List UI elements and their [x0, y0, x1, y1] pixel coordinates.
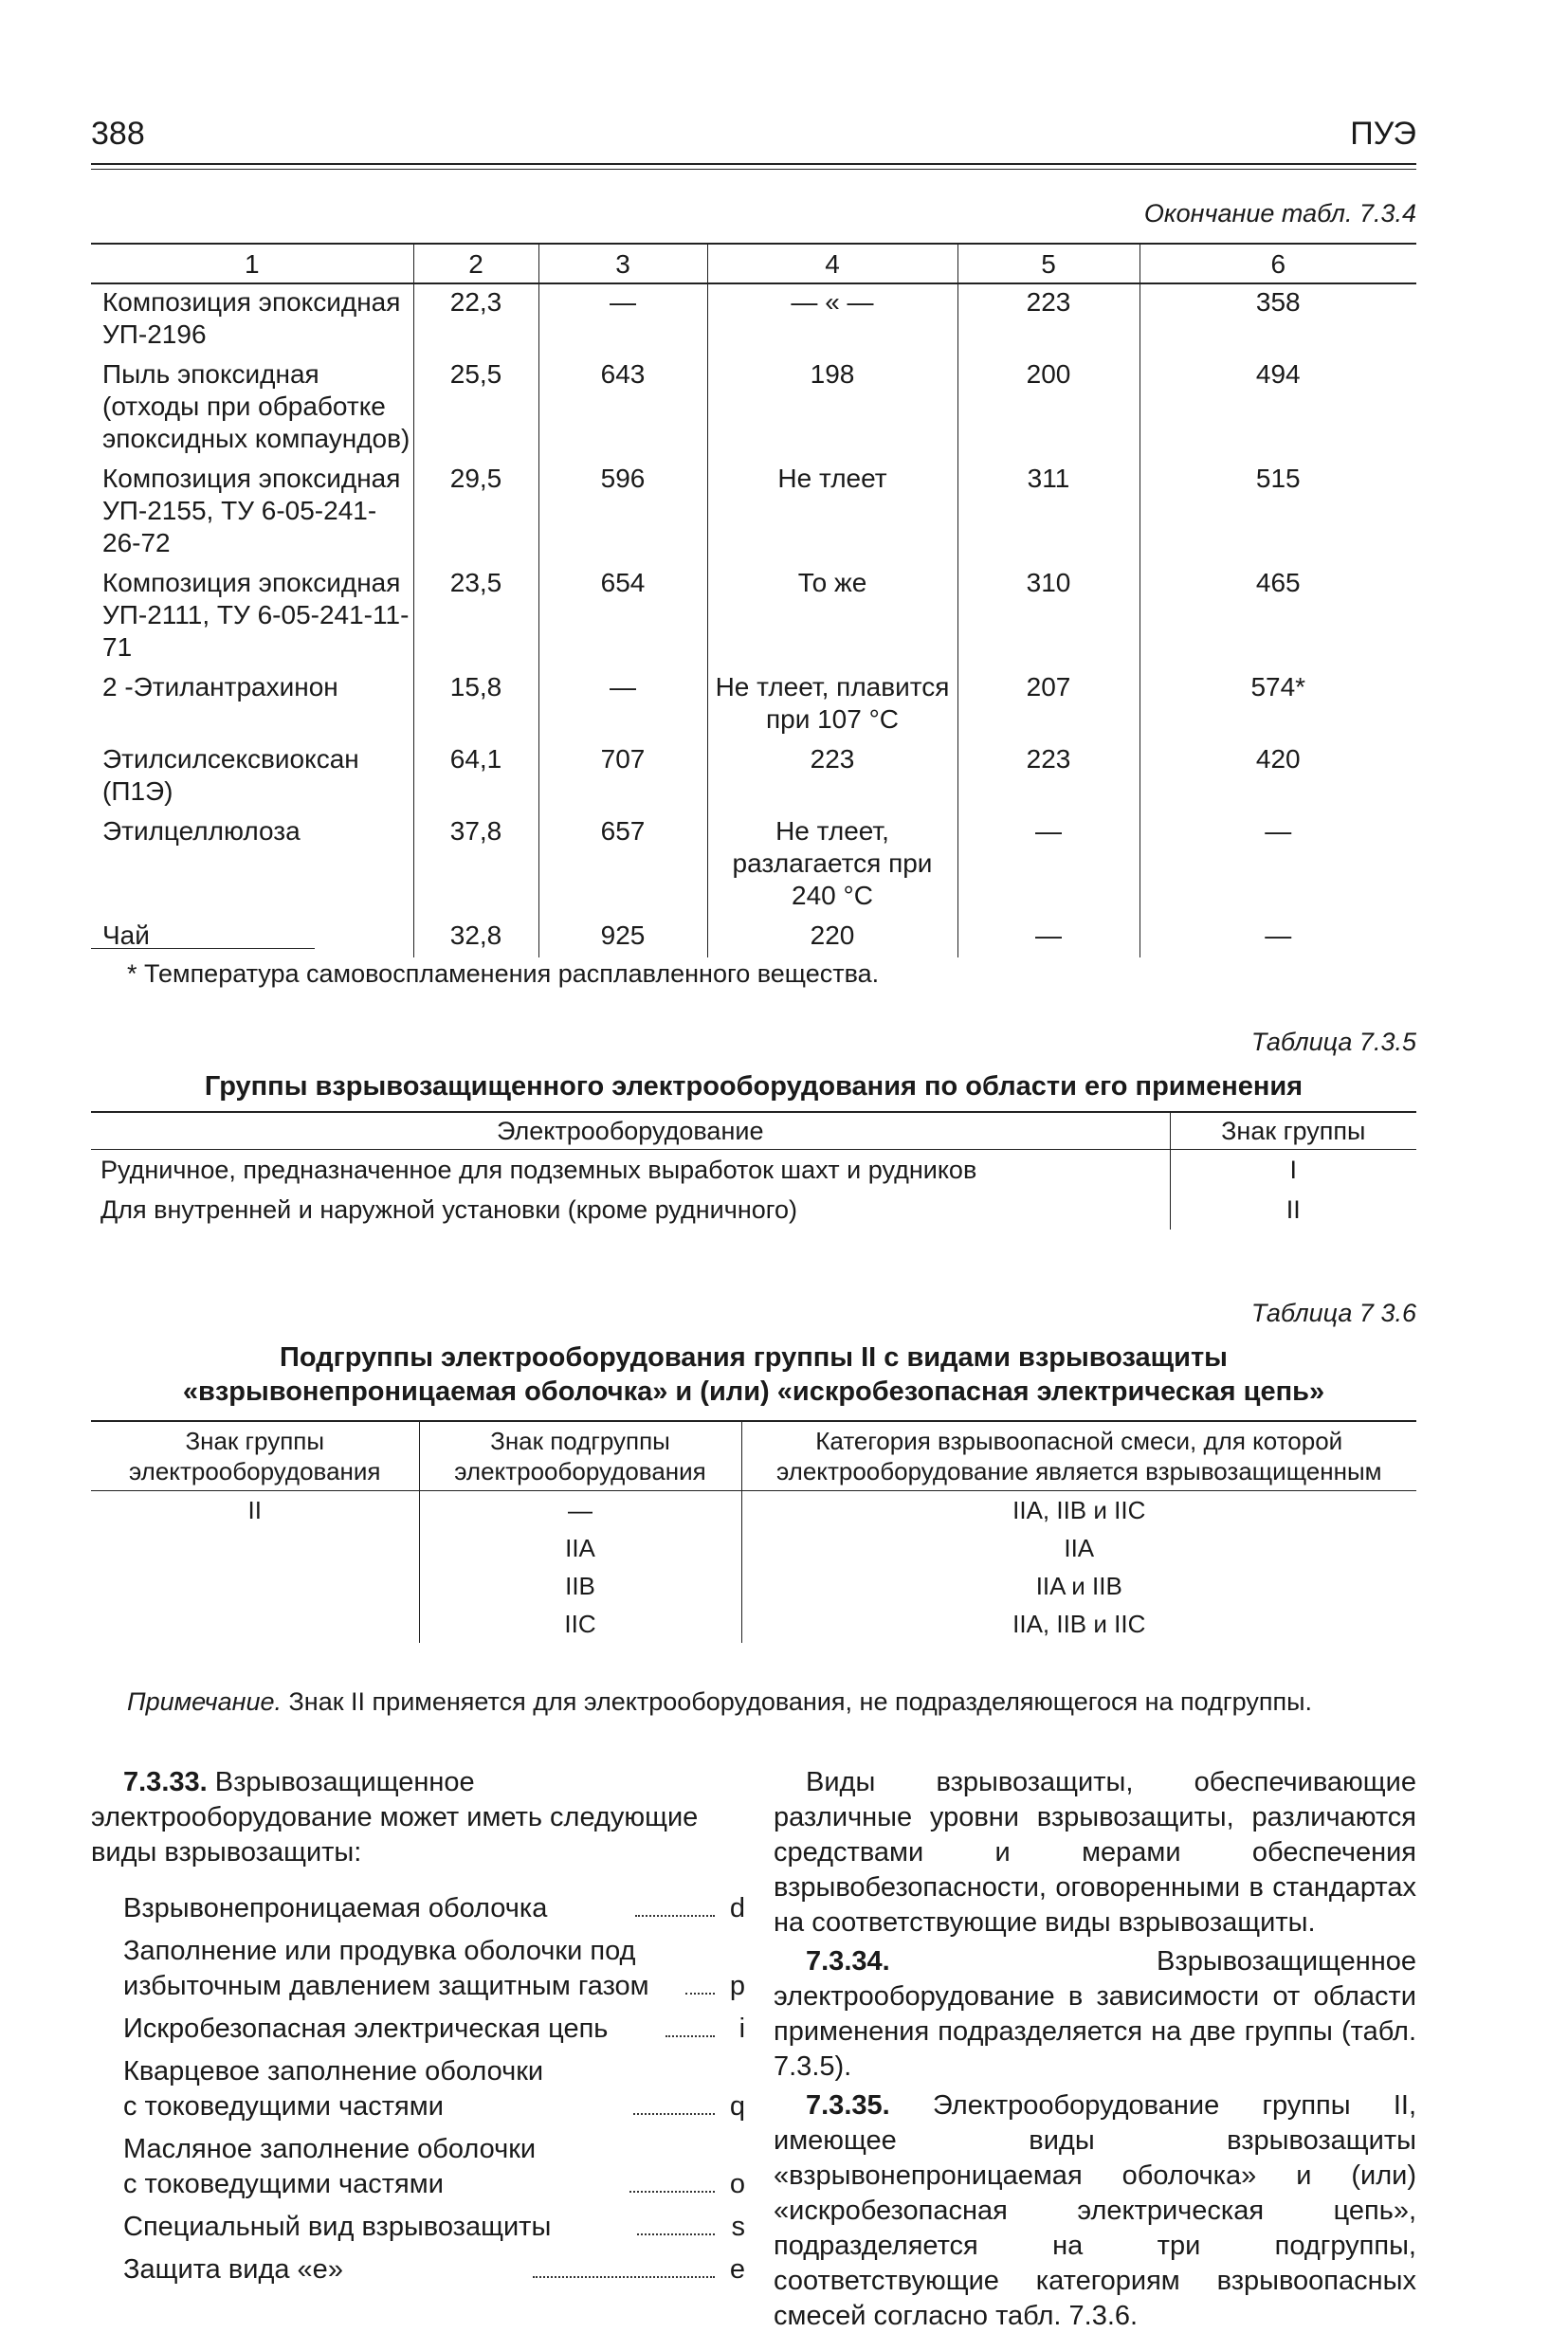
table-736-title-line: «взрывонепроницаемая оболочка» и (или) «искробезопасная электрическая цепь»	[182, 1376, 1325, 1407]
table-row	[91, 669, 1416, 741]
table-734-header-row	[91, 244, 1416, 283]
table-cell: То же	[707, 565, 957, 669]
running-title: ПУЭ	[1350, 116, 1416, 152]
list-item	[91, 2210, 745, 2245]
section-number: 7.3.35.	[806, 2090, 890, 2121]
right-column	[774, 1765, 1416, 2338]
table-cell: Для внутренней и наружной установки (кроме рудничного)	[100, 1195, 798, 1224]
table-cell: — « —	[707, 283, 957, 356]
substance-name: Чай	[102, 920, 150, 950]
header-rule	[91, 163, 1416, 165]
table-row	[91, 918, 1416, 957]
column-header: 1	[91, 244, 413, 283]
protection-type-name: Защита вида «е»	[123, 2254, 343, 2285]
footnote: * Температура самовоспламенения расплавленного вещества.	[127, 959, 880, 988]
protection-type-code: o	[729, 2169, 745, 2199]
table-cell: Не тлеет, разлагается при 240 °С	[707, 813, 957, 918]
table-736-caption: Таблица 7 3.6	[1250, 1299, 1416, 1327]
list-item	[91, 1891, 745, 1926]
section-text: Взрывозащищенное электрооборудование может иметь следующие виды взрывозащиты:	[91, 1767, 699, 1868]
substance-name: Композиция эпоксидная УП-2196	[102, 287, 401, 349]
column-header: 3	[538, 244, 707, 283]
protection-type-name: Заполнение или продувка оболочки под избыточным давлением защитным газом	[123, 1936, 649, 2001]
column-header: 6	[1140, 244, 1416, 283]
table-cell: II	[247, 1496, 262, 1524]
table-cell: —	[957, 813, 1140, 918]
column-header: 5	[957, 244, 1140, 283]
table-734	[91, 243, 1416, 957]
table-cell: 657	[538, 813, 707, 918]
table-cell: Не тлеет	[707, 461, 957, 565]
table-cell: 925	[538, 918, 707, 957]
table-cell: 223	[957, 283, 1140, 356]
section-7335	[774, 2088, 1416, 2334]
column-header: Знак подгруппы электрооборудования	[419, 1421, 741, 1491]
protection-type-code: p	[729, 1971, 745, 2001]
leader-dots	[633, 2113, 715, 2115]
table-cell: 15,8	[413, 669, 538, 741]
table-row	[91, 356, 1416, 461]
header-rule-thin	[91, 169, 1416, 170]
protection-type-name: Кварцевое заполнение оболочки с токоведущими частями	[123, 2056, 544, 2122]
table-cell: 310	[957, 565, 1140, 669]
table-cell: II	[1170, 1190, 1416, 1230]
column-header: Электрооборудование	[91, 1112, 1170, 1150]
table-cell: 198	[707, 356, 957, 461]
leader-dots	[533, 2276, 715, 2278]
table-736-title-line: Подгруппы электрооборудования группы II с видами взрывозащиты	[280, 1342, 1228, 1373]
table-cell	[91, 1529, 419, 1567]
table-cell: 37,8	[413, 813, 538, 918]
table-cell: 515	[1140, 461, 1416, 565]
table-row	[91, 1567, 1416, 1605]
table-735-caption: Таблица 7.3.5	[1250, 1028, 1416, 1056]
table-cell: 32,8	[413, 918, 538, 957]
table-cell: Рудничное, предназначенное для подземных выработок шахт и рудников	[100, 1156, 977, 1184]
section-7334	[774, 1944, 1416, 2085]
table-row	[91, 565, 1416, 669]
substance-name: Композиция эпоксидная УП-2155, ТУ 6-05-241-26-72	[102, 464, 401, 557]
note-text: Знак II применяется для электрооборудования, не подразделяющегося на подгруппы.	[282, 1687, 1313, 1716]
substance-name: Пыль эпоксидная (отходы при обработке эпоксидных компаундов)	[102, 359, 410, 453]
substance-name: Этилсилсексвиоксан (П1Э)	[102, 744, 359, 806]
table-cell: 574*	[1140, 669, 1416, 741]
list-item	[91, 2252, 745, 2287]
table-cell: 643	[538, 356, 707, 461]
table-cell: —	[1140, 813, 1416, 918]
table-736	[91, 1420, 1416, 1643]
table-cell: 494	[1140, 356, 1416, 461]
column-header: 4	[707, 244, 957, 283]
table-736-header-row	[91, 1421, 1416, 1491]
leader-dots	[637, 2233, 715, 2235]
leader-dots	[685, 1993, 715, 1995]
table-cell: 25,5	[413, 356, 538, 461]
table-cell: —	[538, 283, 707, 356]
section-number: 7.3.33.	[123, 1767, 208, 1797]
section-7333-intro	[91, 1765, 745, 1870]
table-cell: IIA, IIB и IIC	[741, 1491, 1416, 1530]
table-cell	[91, 1605, 419, 1643]
table-cell: 22,3	[413, 283, 538, 356]
note-label: Примечание.	[127, 1687, 282, 1716]
table-cell: 707	[538, 741, 707, 813]
table-cell: 420	[1140, 741, 1416, 813]
table-cell: I	[1170, 1150, 1416, 1191]
table-735-header-row	[91, 1112, 1416, 1150]
protection-type-code: q	[729, 2091, 745, 2122]
table-cell: 223	[707, 741, 957, 813]
table-row	[91, 1150, 1416, 1191]
section-text: Электрооборудование группы II, имеющее виды взрывозащиты «взрывонепроницаемая оболочка» и (или) «искробезопасная электрическая цепь», подразделяется на три подгруппы, соответствующие категориям взрывоопасных смесей согласно табл. 7.3.6.	[774, 2090, 1416, 2331]
protection-type-code: e	[729, 2254, 746, 2285]
list-item	[91, 2132, 745, 2202]
table-cell: IIA, IIB и IIC	[741, 1605, 1416, 1643]
left-column	[91, 1765, 745, 2295]
table-cell: Не тлеет, плавится при 107 °С	[707, 669, 957, 741]
table-row	[91, 813, 1416, 918]
table-row	[91, 283, 1416, 356]
table-cell: 64,1	[413, 741, 538, 813]
table-cell: IIA и IIB	[741, 1567, 1416, 1605]
table-cell: 223	[957, 741, 1140, 813]
table-cell: 23,5	[413, 565, 538, 669]
table-cell: —	[419, 1491, 741, 1530]
substance-name: Композиция эпоксидная УП-2111, ТУ 6-05-241-11-71	[102, 568, 410, 662]
table-735	[91, 1111, 1416, 1230]
section-number: 7.3.34.	[806, 1946, 890, 1977]
table-734-continuation-caption: Окончание табл. 7.3.4	[1143, 199, 1416, 228]
table-cell: IIC	[419, 1605, 741, 1643]
table-cell: —	[538, 669, 707, 741]
table-cell: 207	[957, 669, 1140, 741]
protection-type-code: s	[731, 2212, 746, 2242]
table-row	[91, 1491, 1416, 1530]
table-cell: 596	[538, 461, 707, 565]
leader-dots	[665, 2035, 715, 2037]
column-header: Знак группы	[1170, 1112, 1416, 1150]
table-row	[91, 461, 1416, 565]
column-header: Категория взрывоопасной смеси, для которой электрооборудование является взрывозащищенным	[741, 1421, 1416, 1491]
paragraph: Виды взрывозащиты, обеспечивающие различные уровни взрывозащиты, различаются средствами и мерами обеспечения взрывобезопасности, оговоренными в стандартах на соответствующие виды взрывозащиты.	[774, 1767, 1416, 1938]
table-cell: 358	[1140, 283, 1416, 356]
column-header: 2	[413, 244, 538, 283]
table-row	[91, 1190, 1416, 1230]
table-row	[91, 1529, 1416, 1567]
table-cell: IIB	[419, 1567, 741, 1605]
table-cell: 220	[707, 918, 957, 957]
table-cell: 654	[538, 565, 707, 669]
protection-type-name: Масляное заполнение оболочки с токоведущими частями	[123, 2134, 537, 2199]
column-header: Знак группы электрооборудования	[91, 1421, 419, 1491]
table-cell: IIA	[741, 1529, 1416, 1567]
table-736-note	[127, 1687, 1312, 1717]
table-cell: IIA	[419, 1529, 741, 1567]
leader-dots	[635, 1915, 715, 1917]
table-cell	[91, 1567, 419, 1605]
table-cell: 465	[1140, 565, 1416, 669]
protection-type-code: d	[729, 1893, 745, 1923]
substance-name: Этилцеллюлоза	[102, 816, 301, 846]
page-header	[91, 116, 1416, 159]
section-text: Взрывозащищенное электрооборудование в зависимости от области применения подразделяется на две группы (табл. 7.3.5).	[774, 1946, 1416, 2082]
table-row	[91, 1605, 1416, 1643]
table-cell: —	[1140, 918, 1416, 957]
table-736-title	[91, 1340, 1416, 1409]
protection-types-list	[91, 1891, 745, 2287]
table-cell: 29,5	[413, 461, 538, 565]
list-item	[91, 2012, 745, 2047]
protection-type-name: Взрывонепроницаемая оболочка	[123, 1893, 548, 1923]
protection-type-code: i	[738, 2014, 746, 2044]
footnote-rule	[91, 948, 315, 949]
table-row	[91, 741, 1416, 813]
list-item	[91, 1934, 745, 2004]
table-cell: 311	[957, 461, 1140, 565]
substance-name: 2 -Этилантрахинон	[102, 672, 338, 702]
protection-type-name: Искробезопасная электрическая цепь	[123, 2014, 609, 2044]
table-cell: 200	[957, 356, 1140, 461]
list-item	[91, 2054, 745, 2124]
table-735-title: Группы взрывозащищенного электрооборудования по области его применения	[204, 1071, 1304, 1102]
leader-dots	[629, 2191, 715, 2193]
protection-type-name: Специальный вид взрывозащиты	[123, 2212, 552, 2242]
page-number: 388	[91, 116, 145, 152]
table-cell: —	[957, 918, 1140, 957]
